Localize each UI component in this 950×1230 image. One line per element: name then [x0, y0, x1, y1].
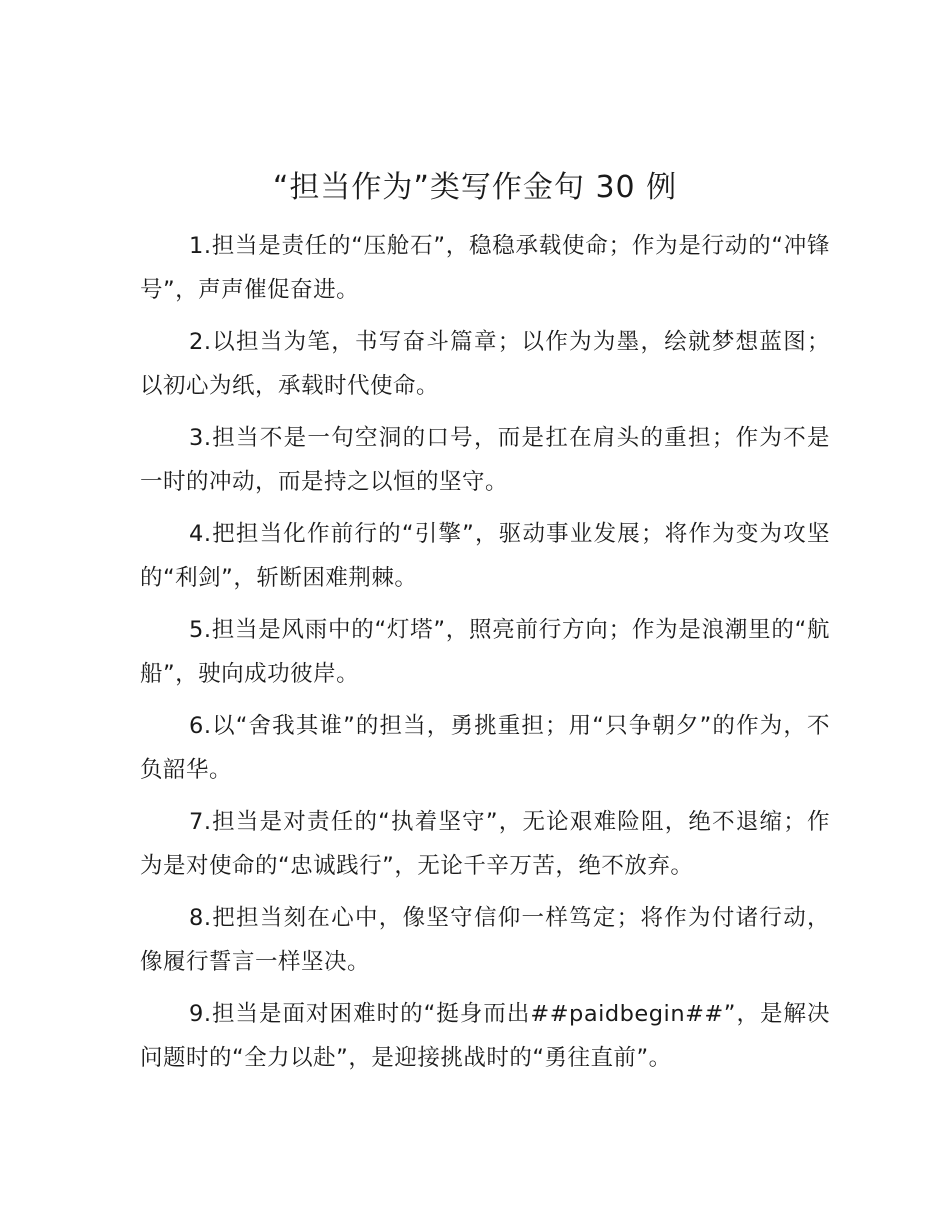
- paragraph-9: 9.担当是面对困难时的“挺身而出##paidbegin##”，是解决问题时的“全力以赴”，是迎接挑战时的“勇往直前”。: [140, 1001, 830, 1071]
- paragraph-6: 6.以“舍我其谁”的担当，勇挑重担；用“只争朝夕”的作为，不负韶华。: [140, 713, 830, 783]
- paragraph-2: 2.以担当为笔，书写奋斗篇章；以作为为墨，绘就梦想蓝图；以初心为纸，承载时代使命。: [140, 329, 830, 399]
- paragraph-8: 8.把担当刻在心中，像坚守信仰一样笃定；将作为付诸行动，像履行誓言一样坚决。: [140, 905, 830, 975]
- paragraph-4: 4.把担当化作前行的“引擎”，驱动事业发展；将作为变为攻坚的“利剑”，斩断困难荆棘。: [140, 521, 830, 591]
- paragraph-1: 1.担当是责任的“压舱石”，稳稳承载使命；作为是行动的“冲锋号”，声声催促奋进。: [140, 233, 830, 303]
- paragraph-5: 5.担当是风雨中的“灯塔”，照亮前行方向；作为是浪潮里的“航船”，驶向成功彼岸。: [140, 617, 830, 687]
- document-body: [140, 224, 830, 1088]
- paragraph-3: 3.担当不是一句空洞的口号，而是扛在肩头的重担；作为不是一时的冲动，而是持之以恒的坚守。: [140, 425, 830, 495]
- document-title: “担当作为”类写作金句 30 例: [272, 170, 678, 205]
- paragraph-7: 7.担当是对责任的“执着坚守”，无论艰难险阻，绝不退缩；作为是对使命的“忠诚践行”，无论千辛万苦，绝不放弃。: [140, 809, 830, 879]
